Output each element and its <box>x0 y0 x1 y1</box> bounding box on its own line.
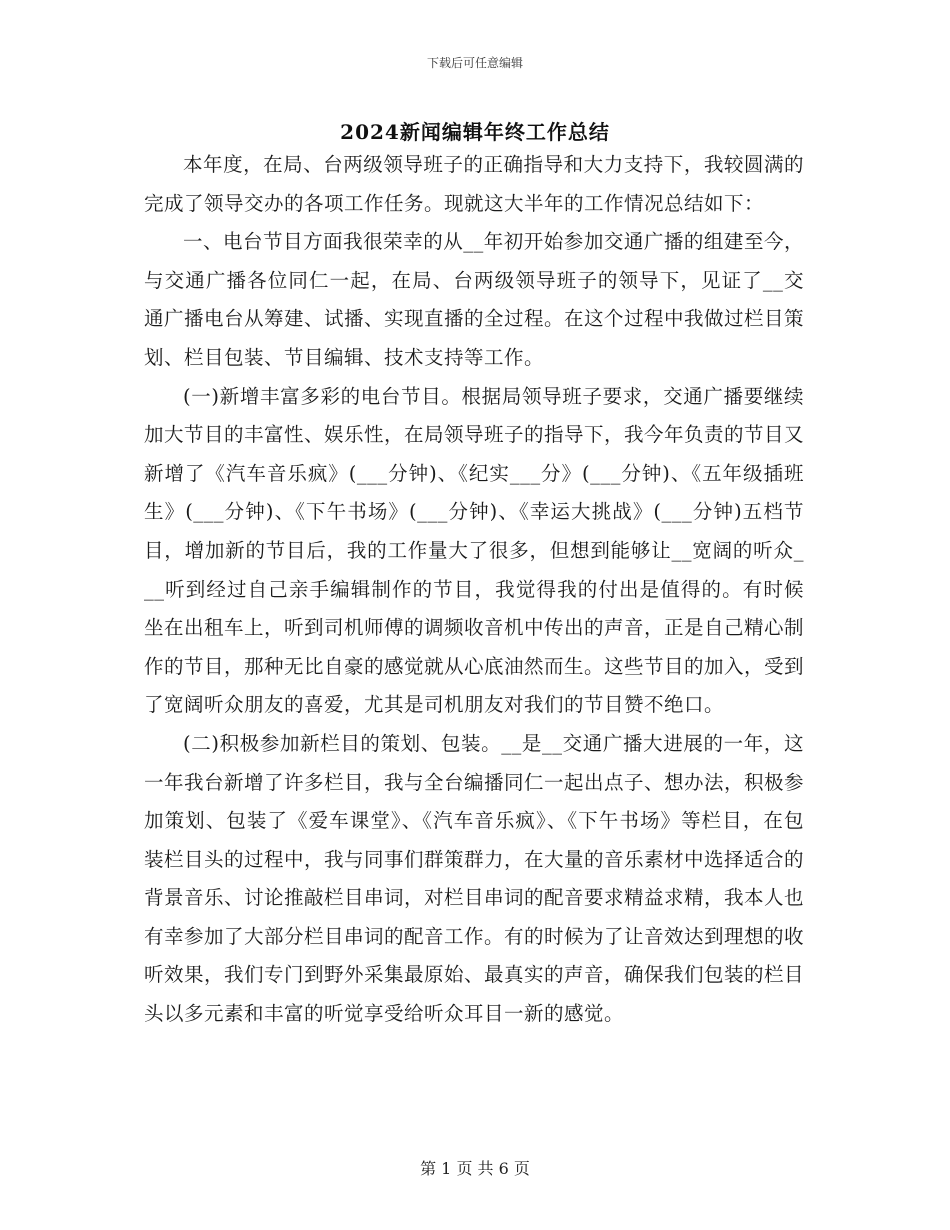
paragraph-section-1: 一、电台节目方面我很荣幸的从__年初开始参加交通广播的组建至今，与交通广播各位同仁一起，在局、台两级领导班子的领导下，见证了__交通广播电台从筹建、试播、实现直播的全过程。在这个过程中我做过栏目策划、栏目包装、节目编辑、技术支持等工作。 <box>144 230 805 369</box>
document-body <box>144 146 804 1034</box>
paragraph-subsection-2: (二)积极参加新栏目的策划、包装。__是__交通广播大进展的一年，这一年我台新增了许多栏目，我与全台编播同仁一起出点子、想办法，积极参加策划、包装了《爱车课堂》、《汽车音乐疯》、《下午书场》等栏目，在包装栏目头的过程中，我与同事们群策群力，在大量的音乐素材中选择适合的背景音乐、讨论推敲栏目串词，对栏目串词的配音要求精益求精，我本人也有幸参加了大部分栏目串词的配音工作。有的时候为了让音效达到理想的收听效果，我们专门到野外采集最原始、最真实的声音，确保我们包装的栏目头以多元素和丰富的听觉享受给听众耳目一新的感觉。 <box>144 731 805 1026</box>
document-title: 2024新闻编辑年终工作总结 <box>340 120 610 144</box>
page-number-indicator: 第 1 页 共 6 页 <box>420 1159 530 1178</box>
paragraph-intro: 本年度，在局、台两级领导班子的正确指导和大力支持下，我较圆满的完成了领导交办的各项工作任务。现就这大半年的工作情况总结如下： <box>144 153 804 215</box>
page-header-note: 下载后可任意编辑 <box>426 56 523 70</box>
paragraph-subsection-1: (一)新增丰富多彩的电台节目。根据局领导班子要求，交通广播要继续加大节目的丰富性、娱乐性，在局领导班子的指导下，我今年负责的节目又新增了《汽车音乐疯》(___分钟)、《纪实___分》(___分钟)、《五年级插班生》(___分钟)、《下午书场》(___分钟)、《幸运大挑战》(___分钟)五档节目，增加新的节目后，我的工作量大了很多，但想到能够让__宽阔的听众___听到经过自己亲手编辑制作的节目，我觉得我的付出是值得的。有时候坐在出租车上，听到司机师傅的调频收音机中传出的声音，正是自己精心制作的节目，那种无比自豪的感觉就从心底油然而生。这些节目的加入，受到了宽阔听众朋友的喜爱，尤其是司机朋友对我们的节目赞不绝口。 <box>144 384 805 717</box>
